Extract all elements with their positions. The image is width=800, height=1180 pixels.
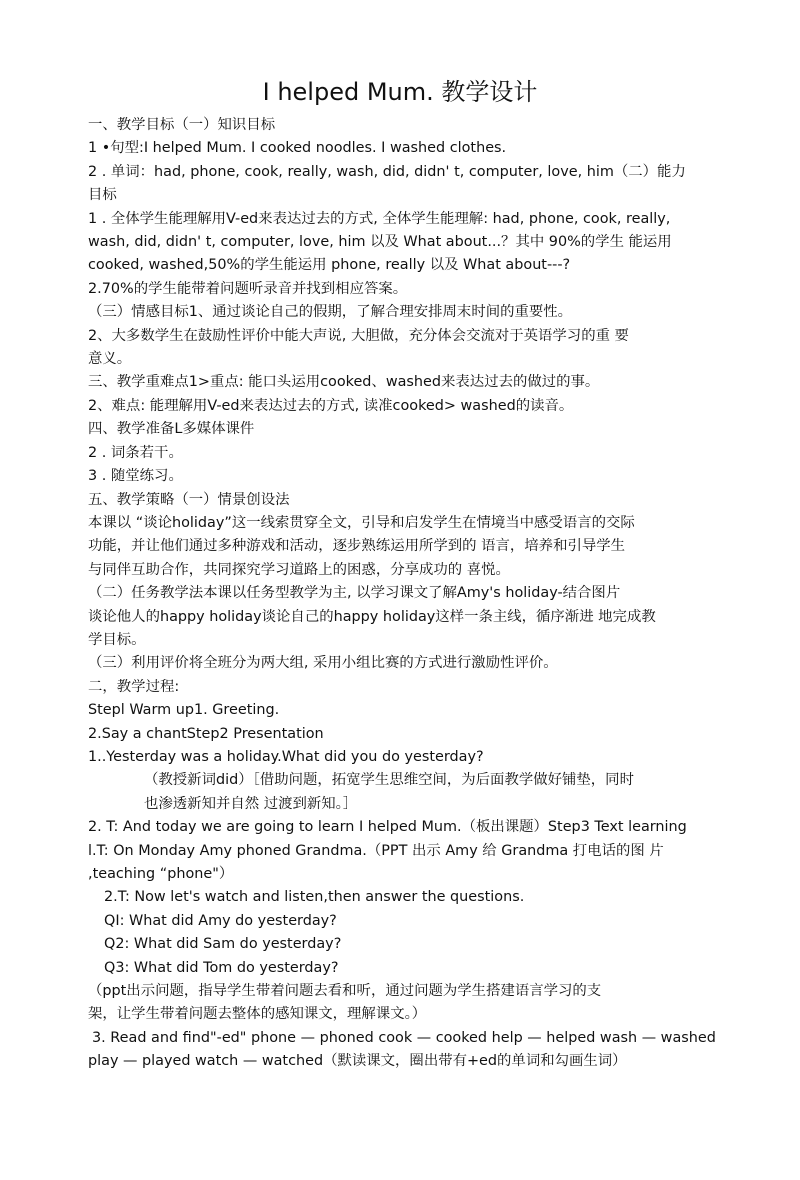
text-line: play — played watch — watched（默读课文，圈出带有+ed的单词和勾画生词） — [88, 1053, 627, 1070]
text-line: 四、教学准备L多媒体课件 — [88, 421, 255, 438]
text-line: 2 . 单词：had, phone, cook, really, wash, did, didn' t, computer, love, him（二）能力 — [88, 163, 686, 180]
text-line: 2.70%的学生能带着问题听录音并找到相应答案。 — [88, 280, 408, 297]
text-line: （三）情感目标1、通过谈论自己的假期，了解合理安排周末时间的重要性。 — [88, 304, 573, 321]
text-line: 五、教学策略（一）情景创设法 — [88, 491, 290, 508]
text-line: 3 . 随堂练习。 — [88, 468, 183, 485]
text-line: 本课以 “谈论holiday”这一线索贯穿全文，引导和启发学生在情境当中感受语言的交际 — [88, 514, 635, 531]
text-line: 1 . 全体学生能理解用V-ed来表达过去的方式, 全体学生能理解: had, phone, cook, really, — [88, 210, 671, 227]
text-line: QI: What did Amy do yesterday? — [104, 912, 337, 929]
text-line: 与同伴互助合作，共同探究学习道路上的困惑，分享成功的 喜悦。 — [88, 561, 510, 578]
text-line: Q2: What did Sam do yesterday? — [104, 936, 342, 953]
text-line: 功能，并让他们通过多种游戏和活动，逐步熟练运用所学到的 语言，培养和引导学生 — [88, 538, 626, 555]
document-body — [88, 114, 718, 1074]
text-line: 2 . 词条若干。 — [88, 444, 183, 461]
text-line: （ppt出示问题，指导学生带着问题去看和听，通过问题为学生搭建语言学习的支 — [88, 983, 602, 1000]
text-line: wash, did, didn' t, computer, love, him 以及 What about...？其中 90%的学生 能运用 — [88, 234, 672, 251]
text-line: 2.T: Now let's watch and listen,then answer the questions. — [104, 889, 525, 906]
text-line: （二）任务教学法本课以任务型教学为主, 以学习课文了解Amy's holiday-结合图片 — [88, 585, 621, 602]
text-line: 目标 — [88, 187, 117, 204]
text-line: 学目标。 — [88, 631, 146, 648]
text-line: 也渗透新知并自然 过渡到新知。］ — [144, 795, 358, 812]
text-line: （三）利用评价将全班分为两大组, 采用小组比赛的方式进行激励性评价。 — [88, 655, 558, 672]
text-line: 2.Say a chantStep2 Presentation — [88, 725, 324, 742]
text-line: 1..Yesterday was a holiday.What did you do yesterday? — [88, 748, 484, 765]
text-line: 一、教学目标（一）知识目标 — [88, 117, 276, 133]
text-line: 2、难点: 能理解用V-ed来表达过去的方式, 读准cooked> washed的读音。 — [88, 397, 574, 414]
text-line: （教授新词did）［借助问题，拓宽学生思维空间，为后面教学做好铺垫，同时 — [144, 772, 634, 789]
text-line: l.T: On Monday Amy phoned Grandma.（PPT 出示 Amy 给 Grandma 打电话的图 片 — [88, 842, 664, 859]
text-line: 架，让学生带着问题去整体的感知课文，理解课文。） — [88, 1006, 427, 1023]
text-line: Q3: What did Tom do yesterday? — [104, 959, 339, 976]
text-line: 2、大多数学生在鼓励性评价中能大声说, 大胆做，充分体会交流对于英语学习的重 要 — [88, 327, 629, 344]
text-line: cooked, washed,50%的学生能运用 phone, really 以及 What about---? — [88, 257, 571, 274]
text-line: 3. Read and find"-ed" phone — phoned cook — cooked help — helped wash — washed — [92, 1029, 716, 1046]
text-line: 意义。 — [88, 351, 132, 368]
text-line: 二，教学过程: — [88, 678, 180, 695]
text-line: 1 •句型:I helped Mum. I cooked noodles. I washed clothes. — [88, 140, 507, 157]
text-line: 谈论他人的happy holiday谈论自己的happy holiday这样一条主线，循序渐进 地完成教 — [88, 608, 656, 625]
text-line: ,teaching “phone"） — [88, 866, 234, 882]
text-line: Stepl Warm up1. Greeting. — [88, 702, 280, 719]
page-title: I helped Mum. 教学设计 — [262, 78, 538, 106]
text-line: 三、教学重难点1>重点: 能口头运用cooked、washed来表达过去的做过的事。 — [88, 374, 600, 391]
text-line: 2. T: And today we are going to learn I helped Mum.（板出课题）Step3 Text learning — [88, 819, 687, 836]
